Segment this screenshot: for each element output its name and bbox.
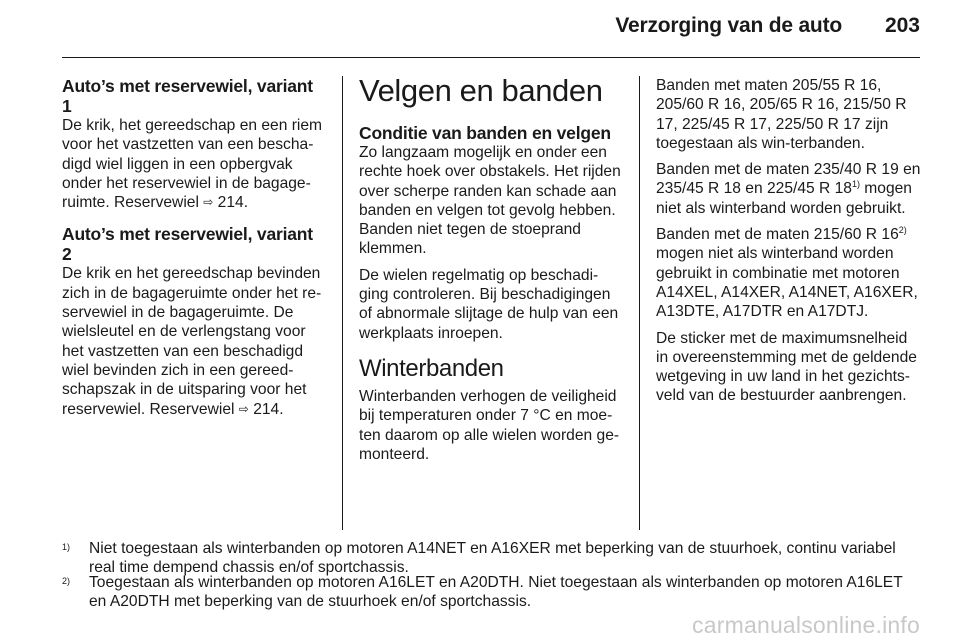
column-3: [656, 76, 922, 406]
paragraph-not-allowed-text-end: mogen niet als winterband worden gebruikt.: [656, 180, 912, 217]
paragraph-variant-1-text: De krik, het gereedschap en een riem voor het vastzetten van een bescha-digd wiel liggen in een opbergvak onder het reservewiel in de bagage-ruimte. Reservewiel: [62, 117, 323, 212]
footnote-1-text: Niet toegestaan als winterbanden op motoren A14NET en A16XER met beperking van de stuurhoek, continu variabel real time dempend chassis en/of sportchassis.: [89, 540, 896, 576]
column-divider: [639, 76, 640, 530]
footnote-2-text: Toegestaan als winterbanden op motoren A16LET en A20DTH. Niet toegestaan als winterbanden op motoren A16LET en A20DTH met beperking van de stuurhoek en/of sportchassis.: [89, 574, 903, 610]
page-header-title: Verzorging van de auto: [615, 14, 842, 37]
paragraph-variant-1: [62, 116, 325, 212]
section-title-rims-and-tyres: Velgen en banden: [359, 73, 603, 108]
paragraph-engine-restriction: [656, 225, 922, 321]
paragraph-not-allowed-text: Banden met de maten 235/40 R 19 en 235/45 R 18 en 225/45 R 18: [656, 161, 921, 198]
paragraph-not-allowed-sizes: [656, 160, 922, 218]
page-reference-link[interactable]: 214.: [217, 194, 249, 212]
header-divider: [62, 57, 920, 58]
paragraph-engine-restriction-text-end: mogen niet als winterband worden gebruikt in combinatie met motoren A14XEL, A14XER, A14NET, A16XER, A13DTE, A17DTR en A17DTJ.: [656, 245, 918, 321]
heading-tyre-condition: Conditie van banden en velgen: [359, 123, 611, 143]
watermark: carmanualsonline.info: [692, 612, 920, 638]
paragraph-speed-sticker: De sticker met de maximumsnelheid in overeenstemming met de geldende wetgeving in uw land in het gezichts-veld van de bestuurder aanbrengen.: [656, 329, 917, 405]
column-divider: [342, 76, 343, 530]
page-reference-arrow-icon: ⇨: [203, 195, 214, 210]
footnote-ref-2[interactable]: 2): [898, 224, 907, 235]
paragraph-obstacles: Zo langzaam mogelijk en onder een rechte hoek over obstakels. Het rijden over scherpe randen kan schade aan banden en velgen tot gevolg hebben. Banden niet tegen de stoeprand klemmen.: [359, 144, 621, 258]
paragraph-variant-2-text: De krik en het gereedschap bevinden zich in de bagageruimte onder het re-servewiel in de bagageruimte. De wielsleutel en de verlengstang voor het vastzetten van een beschadigd wiel bevinden zich in een gereed-schapszak in de uitsparing voor het reservewiel. Reservewiel: [62, 265, 322, 418]
footnote-1: [62, 540, 924, 577]
heading-spare-wheel-variant-1: Auto’s met reservewiel, variant 1: [62, 76, 313, 116]
page-number: 203: [884, 14, 920, 37]
page-reference-link[interactable]: 214.: [253, 400, 284, 418]
column-1: [62, 76, 325, 419]
paragraph-allowed-sizes: Banden met maten 205/55 R 16, 205/60 R 16, 205/65 R 16, 215/50 R 17, 225/45 R 17, 225/50 R 17 zijn toegestaan als win-terbanden.: [656, 77, 907, 152]
footnote-ref-1[interactable]: 1): [851, 179, 860, 190]
paragraph-inspection: De wielen regelmatig op beschadi-ging controleren. Bij beschadigingen of abnormale slijtage de hulp van een werkplaats inroepen.: [359, 266, 619, 342]
paragraph-variant-2: [62, 264, 325, 418]
page-reference-arrow-icon: ⇨: [238, 401, 249, 416]
footnote-2: [62, 574, 924, 611]
paragraph-engine-restriction-text: Banden met de maten 215/60 R 16: [656, 226, 899, 244]
column-2: [359, 73, 622, 464]
heading-spare-wheel-variant-2: Auto’s met reservewiel, variant 2: [62, 224, 313, 265]
section-title-winter-tyres: Winterbanden: [359, 354, 504, 382]
paragraph-winter-tyres: Winterbanden verhogen de veiligheid bij temperaturen onder 7 °C en moe-ten daarom op alle wielen worden ge-monteerd.: [359, 387, 620, 463]
footnote-2-mark: 2): [62, 576, 71, 586]
footnote-1-mark: 1): [62, 542, 71, 552]
